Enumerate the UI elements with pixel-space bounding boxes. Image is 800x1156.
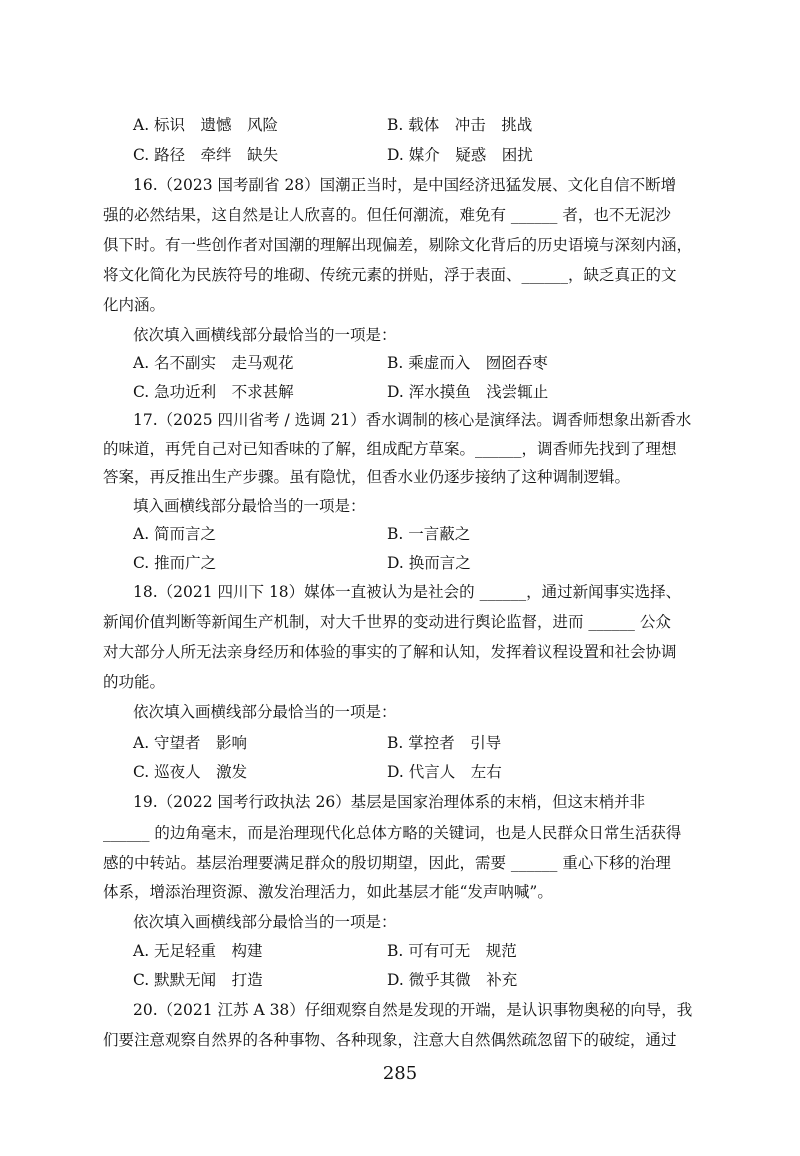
q18-prompt: 依次填入画横线部分最恰当的一项是： [133,703,397,721]
q18-option-c: C. 巡夜人 激发 [133,763,248,781]
q19-option-d: D. 微乎其微 补充 [387,971,518,989]
q19-line-3: 感的中转站。基层治理要满足群众的殷切期望，因此，需要 ______ 重心下移的治理 [103,854,671,872]
q20-line-1: 20.（2021 江苏 A 38）仔细观察自然是发现的开端，是认识事物奥秘的向导，我 [133,1001,693,1019]
q19-line-4: 体系，增添治理资源、激发治理活力，如此基层才能“发声呐喊”。 [103,883,553,901]
q19-option-a: A. 无足轻重 构建 [133,942,263,960]
q18-option-a: A. 守望者 影响 [133,734,248,752]
q16-option-d: D. 浑水摸鱼 浅尝辄止 [387,383,549,401]
q15-option-b: B. 载体 冲击 挑战 [387,116,533,134]
q18-line-3: 对大部分人所无法亲身经历和体验的事实的了解和认知，发挥着议程设置和社会协调 [103,643,677,661]
q17-option-c: C. 推而广之 [133,554,217,572]
q19-prompt: 依次填入画横线部分最恰当的一项是： [133,913,397,931]
q17-line-2: 的味道，再凭自己对已知香味的了解，组成配方草案。______，调香师先找到了理想 [103,440,677,458]
q16-line-4: 将文化简化为民族符号的堆砌、传统元素的拼贴，浮于表面、______，缺乏真正的文 [103,266,677,284]
q15-option-c: C. 路径 牵绊 缺失 [133,146,279,164]
q16-line-2: 强的必然结果，这自然是让人欣喜的。但任何潮流，难免有 ______ 者，也不无泥沙 [103,206,671,224]
q16-option-a: A. 名不副实 走马观花 [133,354,294,372]
q17-prompt: 填入画横线部分最恰当的一项是： [133,497,366,515]
q15-option-d: D. 媒介 疑惑 困扰 [387,146,533,164]
q16-option-c: C. 急功近利 不求甚解 [133,383,294,401]
q19-line-2: ______ 的边角毫末，而是治理现代化总体方略的关键词，也是人民群众日常生活获得 [103,824,682,842]
q16-line-3: 俱下时。有一些创作者对国潮的理解出现偏差，剔除文化背后的历史语境与深刻内涵， [103,236,693,254]
page-number: 285 [382,1063,418,1084]
q19-option-c: C. 默默无闻 打造 [133,971,263,989]
q18-option-d: D. 代言人 左右 [387,763,502,781]
q19-line-1: 19.（2022 国考行政执法 26）基层是国家治理体系的末梢，但这末梢并非 [133,793,646,811]
q20-line-2: 们要注意观察自然界的各种事物、各种现象，注意大自然偶然疏忽留下的破绽，通过 [103,1031,677,1049]
q17-line-3: 答案，再反推出生产步骤。虽有隐忧，但香水业仍逐步接纳了这种调制逻辑。 [103,468,631,486]
q15-option-a: A. 标识 遗憾 风险 [133,116,279,134]
q18-line-1: 18.（2021 四川下 18）媒体一直被认为是社会的 ______，通过新闻事实选择、 [133,583,682,601]
q19-option-b: B. 可有可无 规范 [387,942,517,960]
q16-prompt: 依次填入画横线部分最恰当的一项是： [133,326,397,344]
q16-option-b: B. 乘虚而入 囫囵吞枣 [387,354,548,372]
q16-line-1: 16.（2023 国考副省 28）国潮正当时，是中国经济迅猛发展、文化自信不断增 [133,176,677,194]
q16-line-5: 化内涵。 [103,296,166,314]
q17-option-a: A. 简而言之 [133,525,217,543]
q17-option-d: D. 换而言之 [387,554,471,572]
q17-option-b: B. 一言蔽之 [387,525,471,543]
q18-line-2: 新闻价值判断等新闻生产机制，对大千世界的变动进行舆论监督，进而 ______ 公众 [103,613,671,631]
q17-line-1: 17.（2025 四川省考 / 选调 21）香水调制的核心是演绎法。调香师想象出新香水 [133,411,692,429]
q18-line-4: 的功能。 [103,673,166,691]
q18-option-b: B. 掌控者 引导 [387,734,502,752]
